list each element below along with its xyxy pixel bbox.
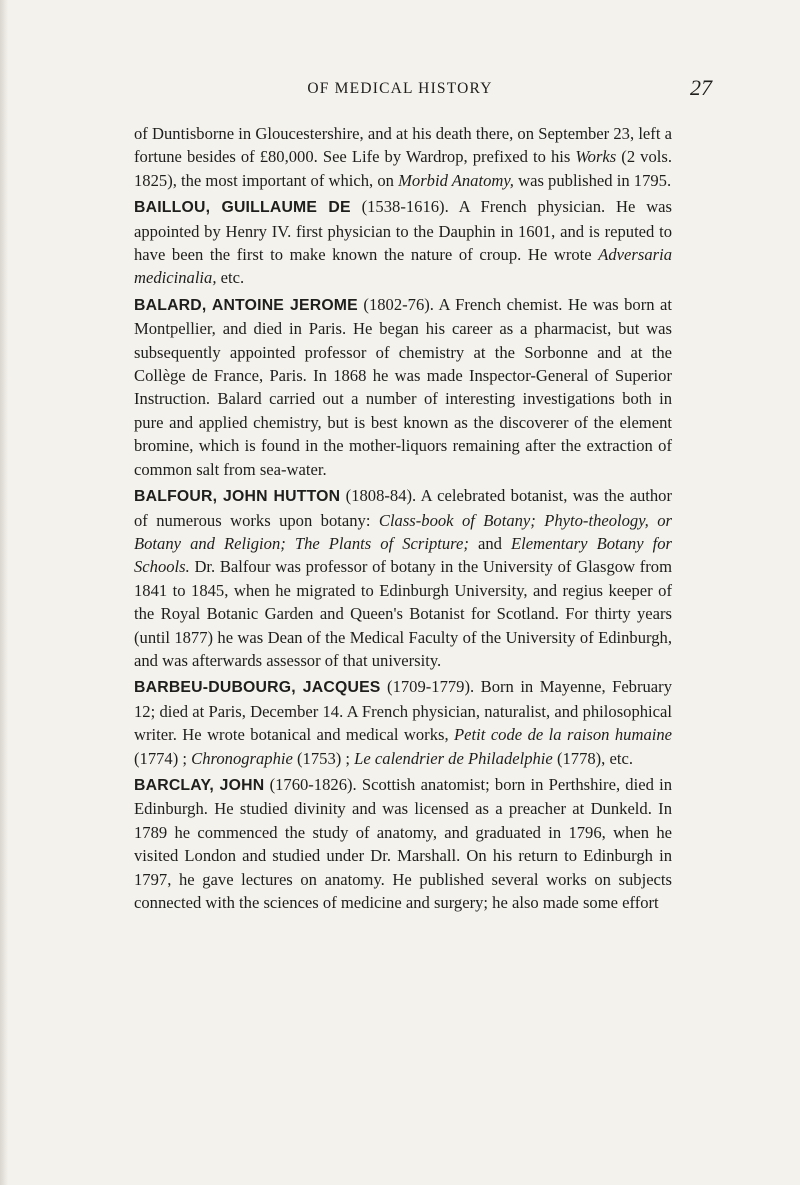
- entry-heading: BALFOUR, JOHN HUTTON: [134, 488, 341, 506]
- continuation-paragraph: of Duntisborne in Gloucestershire, and at his death there, on September 23, left a fortune besides of £80,000. See Life by Wardrop, prefixed to his Works (2 vols. 1825), the most important of which, on Morbid Anatomy, was published in 1795.: [134, 124, 672, 190]
- page-edge-shadow: [0, 0, 8, 1185]
- entry-barbeu-dubourg: BARBEU-DUBOURG, JACQUES (1709-1779). Born in Mayenne, February 12; died at Paris, December 14. A French physician, naturalist, and philosophical writer. He wrote botanical and medical works, Petit code de la raison humaine (1774) ; Chronographie (1753) ; Le calendrier de Philadelphie (1778), etc.: [134, 677, 673, 768]
- running-head: OF MEDICAL HISTORY: [307, 80, 493, 97]
- body-text: [134, 122, 672, 914]
- entry-heading: BARCLAY, JOHN: [134, 776, 265, 794]
- page-number: 27: [690, 75, 712, 100]
- entry-baillou: BAILLOU, GUILLAUME DE (1538-1616). A French physician. He was appointed by Henry IV. first physician to the Dauphin in 1601, and is reputed to have been the first to make known the nature of croup. He wrote Adversaria medicinalia, etc.: [134, 197, 673, 288]
- entry-dates: (1802-76).: [357, 294, 434, 314]
- entry-heading: BARBEU-DUBOURG, JACQUES: [134, 679, 381, 697]
- page-header: [0, 77, 800, 107]
- entry-heading: BAILLOU, GUILLAUME DE: [134, 199, 351, 217]
- entry-dates: (1808-84).: [340, 486, 417, 506]
- entry-dates: (1760-1826).: [264, 774, 357, 794]
- entry-heading: BALARD, ANTOINE JEROME: [134, 296, 358, 314]
- entry-balfour: BALFOUR, JOHN HUTTON (1808-84). A celebrated botanist, was the author of numerous works upon botany: Class-book of Botany; Phyto-theology, or Botany and Religion; The Plants of Scripture; and Elementary Botany for Schools. Dr. Balfour was professor of botany in the University of Glasgow from 1841 to 1845, when he migrated to Edinburgh University, and regius keeper of the Royal Botanic Garden and Queen's Botanist for Scotland. For thirty years (until 1877) he was Dean of the Medical Faculty of the University of Edinburgh, and was afterwards assessor of that university.: [134, 486, 673, 670]
- entry-dates: (1709-1779).: [380, 677, 475, 697]
- entry-balard: BALARD, ANTOINE JEROME (1802-76). A French chemist. He was born at Montpellier, and died in Paris. He began his career as a pharmacist, but was subsequently appointed professor of chemistry at the Sorbonne and at the Collège de France, Paris. In 1868 he was made Inspector-General of Superior Instruction. Balard carried out a number of interesting investigations both in pure and applied chemistry, but is best known as the discoverer of the element bromine, which is found in the mother-liquors remaining after the extraction of common salt from sea-water.: [134, 294, 673, 479]
- entry-dates: (1538-1616).: [350, 197, 449, 217]
- entry-barclay: BARCLAY, JOHN (1760-1826). Scottish anatomist; born in Perthshire, died in Edinburgh. He studied divinity and was licensed as a preacher at Dunkeld. In 1789 he commenced the study of anatomy, and graduated in 1796, when he visited London and studied under Dr. Marshall. On his return to Edinburgh in 1797, he gave lectures on anatomy. He published several works on subjects connected with the sciences of medicine and surgery; he also made some effort: [134, 774, 672, 912]
